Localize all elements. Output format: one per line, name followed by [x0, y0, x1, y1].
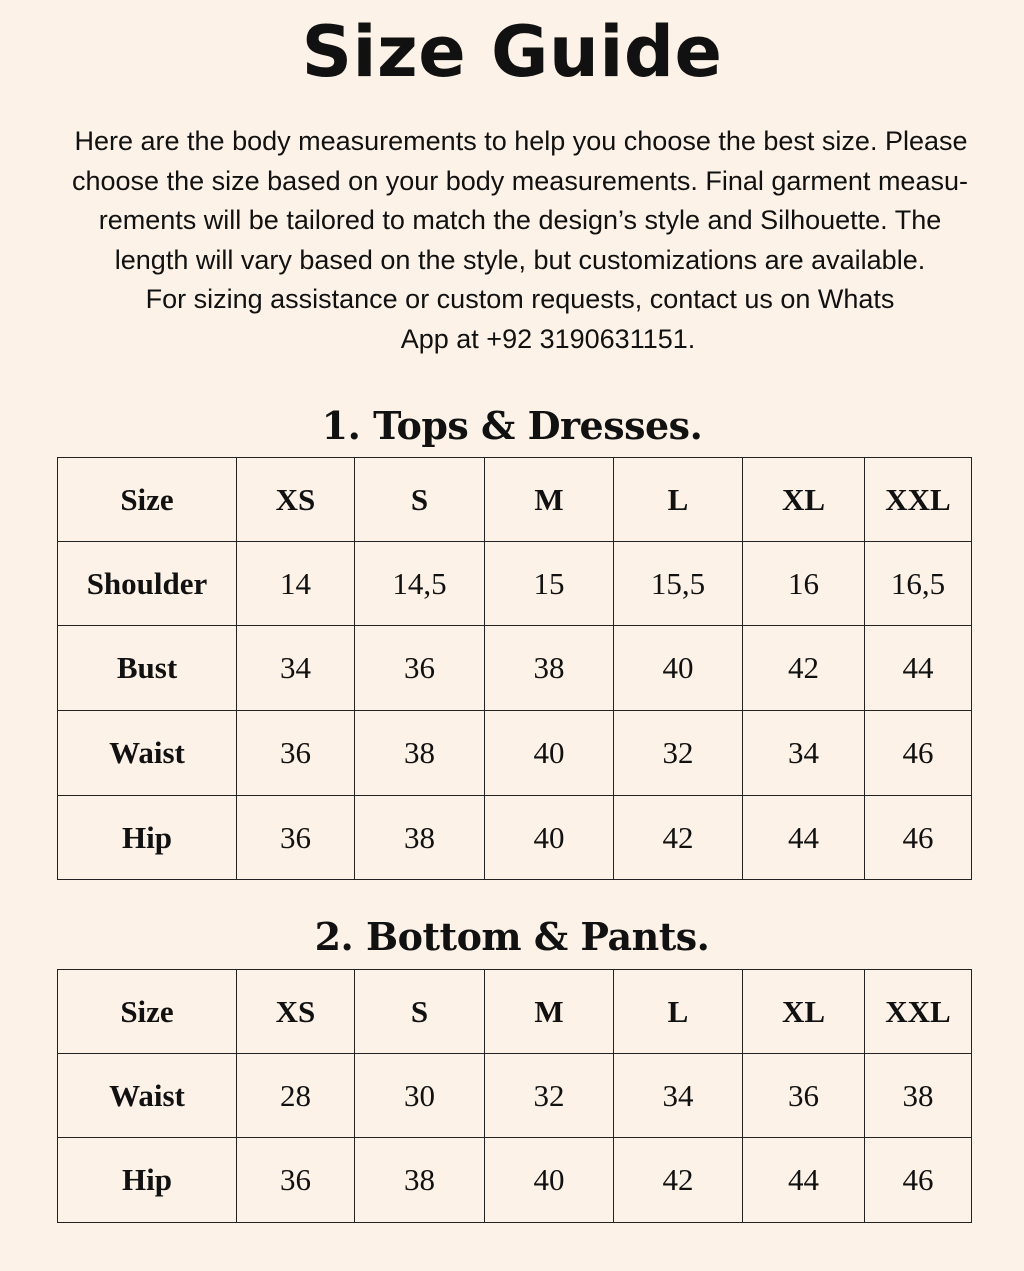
- header-cell: L: [614, 970, 743, 1054]
- table-cell: 14,5: [355, 542, 485, 626]
- table-cell: 40: [614, 626, 743, 711]
- table-cell: 15,5: [614, 542, 743, 626]
- header-cell: XXL: [865, 458, 972, 542]
- row-label-cell: Waist: [58, 1054, 237, 1138]
- table-cell: 38: [355, 796, 485, 880]
- intro-line: choose the size based on your body measurements. Final garment measu-: [72, 165, 968, 196]
- header-cell: XS: [237, 970, 355, 1054]
- intro-line: length will vary based on the style, but customizations are available.: [114, 244, 926, 275]
- header-cell: S: [355, 970, 485, 1054]
- page-title: Size Guide: [301, 11, 723, 93]
- table-cell: 36: [237, 1138, 355, 1223]
- table-cell: 40: [485, 1138, 614, 1223]
- header-cell: S: [355, 458, 485, 542]
- table-cell: 34: [743, 711, 865, 796]
- table-header-row: [58, 970, 972, 1054]
- table-cell: 38: [355, 1138, 485, 1223]
- table-cell: 28: [237, 1054, 355, 1138]
- table-cell: 40: [485, 711, 614, 796]
- row-label-cell: Shoulder: [58, 542, 237, 626]
- intro-line: Here are the body measurements to help you choose the best size. Please: [74, 126, 968, 156]
- table-cell: 46: [865, 796, 972, 880]
- header-cell: XL: [743, 458, 865, 542]
- table-cell: 34: [237, 626, 355, 711]
- table-cell: 44: [743, 796, 865, 880]
- size-table-bottom-pants: [57, 969, 972, 1223]
- intro-line: App at +92 3190631151.: [400, 323, 696, 354]
- table-cell: 46: [865, 1138, 972, 1223]
- table-cell: 36: [237, 711, 355, 796]
- header-cell: XL: [743, 970, 865, 1054]
- table-cell: 36: [355, 626, 485, 711]
- table-cell: 46: [865, 711, 972, 796]
- header-cell: Size: [58, 970, 237, 1054]
- table-row: [58, 1054, 972, 1138]
- table-cell: 42: [743, 626, 865, 711]
- intro-line: rements will be tailored to match the design’s style and Silhouette. The: [98, 205, 942, 235]
- table-cell: 38: [865, 1054, 972, 1138]
- size-table-tops-dresses: [57, 457, 972, 880]
- table-cell: 32: [485, 1054, 614, 1138]
- header-cell: Size: [58, 458, 237, 542]
- table-cell: 44: [865, 626, 972, 711]
- table-header-row: [58, 458, 972, 542]
- row-label-cell: Hip: [58, 796, 237, 880]
- table-row: [58, 626, 972, 711]
- table-cell: 30: [355, 1054, 485, 1138]
- section-title-bottom-pants: 2. Bottom & Pants.: [314, 914, 710, 959]
- row-label-cell: Waist: [58, 711, 237, 796]
- header-cell: XS: [237, 458, 355, 542]
- table-cell: 42: [614, 796, 743, 880]
- table-cell: 38: [355, 711, 485, 796]
- table-cell: 40: [485, 796, 614, 880]
- table-cell: 36: [237, 796, 355, 880]
- table-cell: 16,5: [865, 542, 972, 626]
- section-title-tops-dresses: 1. Tops & Dresses.: [321, 403, 703, 448]
- table-cell: 44: [743, 1138, 865, 1223]
- table-cell: 34: [614, 1054, 743, 1138]
- table-row: [58, 1138, 972, 1223]
- table-row: [58, 796, 972, 880]
- table-cell: 14: [237, 542, 355, 626]
- table-cell: 38: [485, 626, 614, 711]
- header-cell: M: [485, 970, 614, 1054]
- intro-text: [40, 122, 1000, 359]
- table-cell: 15: [485, 542, 614, 626]
- table-cell: 16: [743, 542, 865, 626]
- header-cell: XXL: [865, 970, 972, 1054]
- row-label-cell: Hip: [58, 1138, 237, 1223]
- table-row: [58, 542, 972, 626]
- header-cell: M: [485, 458, 614, 542]
- table-row: [58, 711, 972, 796]
- header-cell: L: [614, 458, 743, 542]
- table-cell: 42: [614, 1138, 743, 1223]
- row-label-cell: Bust: [58, 626, 237, 711]
- table-cell: 36: [743, 1054, 865, 1138]
- intro-line: For sizing assistance or custom requests, contact us on Whats: [145, 284, 895, 314]
- table-cell: 32: [614, 711, 743, 796]
